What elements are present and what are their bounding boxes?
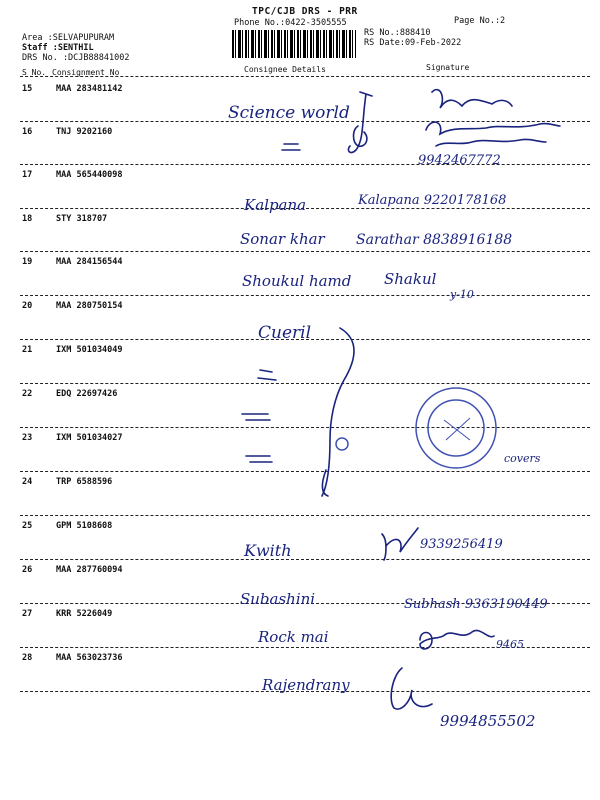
signature-16-line1 bbox=[426, 122, 560, 134]
row-serial-number: 15 bbox=[22, 84, 33, 94]
document-title: TPC/CJB DRS - PRR bbox=[252, 6, 358, 17]
signature-15 bbox=[432, 90, 512, 108]
row-consignment-number: KRR 5226049 bbox=[56, 609, 113, 619]
note-23: covers bbox=[504, 452, 541, 465]
row-serial-number: 23 bbox=[22, 433, 33, 443]
row-serial-number: 21 bbox=[22, 345, 33, 355]
signature-19: Shakul bbox=[384, 270, 437, 288]
row-consignment-number: IXM 501034049 bbox=[56, 345, 123, 355]
signature-16-line2 bbox=[436, 139, 546, 146]
row-serial-number: 27 bbox=[22, 609, 33, 619]
row-consignment-number: MAA 563023736 bbox=[56, 653, 123, 663]
row-consignment-number: TNJ 9202160 bbox=[56, 127, 113, 137]
row-consignment-number: MAA 280750154 bbox=[56, 301, 123, 311]
column-header-consignee: Consignee Details bbox=[244, 65, 326, 74]
signature-mark-15 bbox=[348, 92, 372, 153]
row-serial-number: 28 bbox=[22, 653, 33, 663]
staff-label: Staff :SENTHIL bbox=[22, 43, 94, 53]
consignee-27: Rock mai bbox=[258, 628, 329, 646]
rs-date: RS Date:09-Feb-2022 bbox=[364, 38, 462, 48]
column-header-consignment: Consignment No bbox=[52, 68, 120, 77]
ditto-21 bbox=[258, 370, 276, 380]
consignee-19: Shoukul hamd bbox=[242, 272, 352, 290]
area-label: Area :SELVAPUPURAM bbox=[22, 33, 115, 43]
consignee-18: Sonar khar bbox=[240, 230, 325, 248]
company-stamp-icon bbox=[336, 388, 496, 468]
row-serial-number: 16 bbox=[22, 127, 33, 137]
ditto-16 bbox=[282, 144, 300, 150]
row-serial-number: 22 bbox=[22, 389, 33, 399]
row-serial-number: 18 bbox=[22, 214, 33, 224]
signature-28 bbox=[391, 668, 432, 709]
row-consignment-number: IXM 501034027 bbox=[56, 433, 123, 443]
ditto-23 bbox=[246, 456, 272, 462]
row-serial-number: 24 bbox=[22, 477, 33, 487]
row-consignment-number: MAA 283481142 bbox=[56, 84, 123, 94]
consignee-17: Kalpana bbox=[244, 196, 307, 214]
consignee-25: Kwith bbox=[244, 541, 292, 560]
note-19: y-10 bbox=[450, 288, 474, 301]
signature-18: Sarathar 8838916188 bbox=[356, 232, 513, 248]
page-number: Page No.:2 bbox=[454, 16, 506, 26]
row-consignment-number: MAA 565440098 bbox=[56, 170, 123, 180]
ditto-22 bbox=[242, 414, 270, 420]
phone-25: 9339256419 bbox=[420, 537, 503, 552]
phone-28: 9994855502 bbox=[440, 712, 536, 730]
row-consignment-number: STY 318707 bbox=[56, 214, 108, 224]
row-consignment-number: EDQ 22697426 bbox=[56, 389, 118, 399]
phone-27: 9465 bbox=[496, 638, 524, 651]
row-consignment-number: TRP 6588596 bbox=[56, 477, 113, 487]
consignee-20: Cueril bbox=[258, 323, 312, 343]
row-serial-number: 26 bbox=[22, 565, 33, 575]
signature-25 bbox=[382, 528, 418, 560]
signature-17: Kalapana 9220178168 bbox=[358, 193, 507, 208]
signature-number-16: 9942467772 bbox=[418, 153, 501, 168]
signature-27 bbox=[420, 630, 494, 648]
consignee-26: Subashini bbox=[240, 590, 316, 608]
signature-26: Subhash 9363190449 bbox=[404, 597, 548, 612]
row-serial-number: 19 bbox=[22, 257, 33, 267]
row-serial-number: 20 bbox=[22, 301, 33, 311]
drs-number: DRS No. :DCJB88841002 bbox=[22, 53, 130, 63]
row-consignment-number: MAA 287760094 bbox=[56, 565, 123, 575]
consignee-28: Rajendrany bbox=[262, 676, 350, 694]
column-header-signature: Signature bbox=[426, 63, 470, 72]
column-header-sno: S No. bbox=[22, 68, 47, 77]
bracket-line bbox=[322, 328, 354, 496]
consignee-15: Science world bbox=[228, 103, 350, 123]
row-serial-number: 25 bbox=[22, 521, 33, 531]
phone-number: Phone No.:0422-3505555 bbox=[234, 18, 347, 28]
rs-number: RS No.:888410 bbox=[364, 28, 431, 38]
row-serial-number: 17 bbox=[22, 170, 33, 180]
row-consignment-number: MAA 284156544 bbox=[56, 257, 123, 267]
row-consignment-number: GPM 5108608 bbox=[56, 521, 113, 531]
